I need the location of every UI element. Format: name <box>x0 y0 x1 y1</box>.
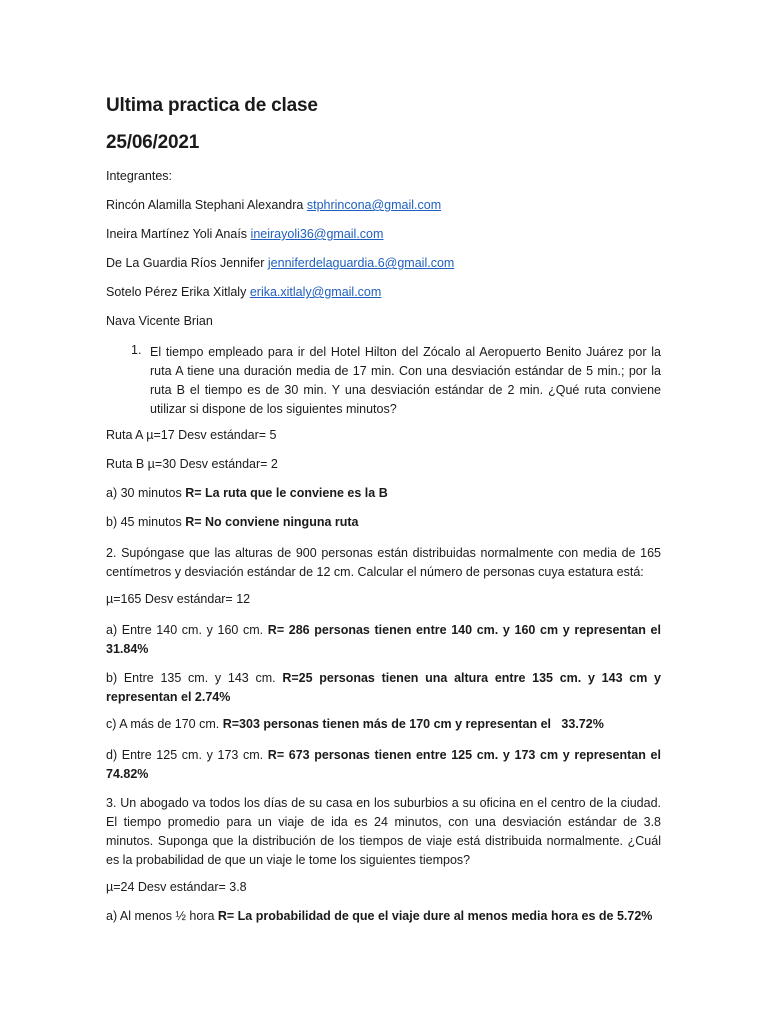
q2-statement: 2. Supóngase que las alturas de 900 personas están distribuidas normalmente con media de 165 centímetros y desviación estándar de 12 cm. Calcular el número de personas cuya estatura está: <box>106 546 661 579</box>
answer-text: R=303 personas tienen más de 170 cm y representan el 33.72% <box>222 717 604 731</box>
q1-statement: El tiempo empleado para ir del Hotel Hilton del Zócalo al Aeropuerto Benito Juárez por la ruta A tiene una duración media de 17 min. Con una desviación estándar de 5 min.; por la ruta B el tiempo es de 30 min. Y una desviación estándar de 2 min. ¿Qué ruta conviene utilizar si dispone de los siguientes minutos? <box>150 345 661 416</box>
answer-text: R= No conviene ninguna ruta <box>185 515 359 529</box>
member-email-link[interactable]: ineirayoli36@gmail.com <box>250 227 384 241</box>
answer-text: R= 673 personas tienen entre 125 cm. y 173 cm y representan el 74.82% <box>106 748 661 781</box>
answer-text: R= 286 personas tienen entre 140 cm. y 160 cm y representan el 31.84% <box>106 623 661 656</box>
q2-answer-b: b) Entre 135 cm. y 143 cm. R=25 personas tienen una altura entre 135 cm. y 143 cm y representan el 2.74% <box>106 671 661 704</box>
member-3 <box>106 256 454 270</box>
q2-answer-c: c) A más de 170 cm. R=303 personas tienen más de 170 cm y representan el 33.72% <box>106 717 604 731</box>
q2-answer-d: d) Entre 125 cm. y 173 cm. R= 673 personas tienen entre 125 cm. y 173 cm y representan el 74.82% <box>106 748 661 781</box>
q2-answer-a: a) Entre 140 cm. y 160 cm. R= 286 personas tienen entre 140 cm. y 160 cm y representan el 31.84% <box>106 623 661 656</box>
q1-number: 1. <box>131 343 142 357</box>
q2-params: µ=165 Desv estándar= 12 <box>106 592 251 606</box>
member-5 <box>106 314 213 328</box>
member-name: De La Guardia Ríos Jennifer <box>106 256 265 270</box>
member-email-link[interactable]: erika.xitlaly@gmail.com <box>249 285 382 299</box>
q3-answer-a: a) Al menos ½ hora R= La probabilidad de que el viaje dure al menos media hora es de 5.72% <box>106 909 653 923</box>
member-name: Rincón Alamilla Stephani Alexandra <box>106 198 304 212</box>
answer-text: R= La ruta que le conviene es la B <box>185 486 388 500</box>
members-label: Integrantes: <box>106 169 173 183</box>
member-email-link[interactable]: stphrincona@gmail.com <box>306 198 442 212</box>
member-name: Nava Vicente Brian <box>106 314 213 328</box>
member-name: Ineira Martínez Yoli Anaís <box>106 227 248 241</box>
member-name: Sotelo Pérez Erika Xitlaly <box>106 285 247 299</box>
answer-text: R=25 personas tienen una altura entre 135 cm. y 143 cm y representan el 2.74% <box>106 671 661 704</box>
doc-date: 25/06/2021 <box>106 132 200 153</box>
q3-params: µ=24 Desv estándar= 3.8 <box>106 880 247 894</box>
member-1 <box>106 198 441 212</box>
q1-route-a: Ruta A µ=17 Desv estándar= 5 <box>106 428 277 442</box>
q1-answer-a: a) 30 minutos R= La ruta que le conviene es la B <box>106 486 388 500</box>
q1-route-b: Ruta B µ=30 Desv estándar= 2 <box>106 457 278 471</box>
q3-statement: 3. Un abogado va todos los días de su casa en los suburbios a su oficina en el centro de la ciudad. El tiempo promedio para un viaje de ida es 24 minutos, con una desviación estándar de 3.8 minutos. Suponga que la distribución de los tiempos de viaje está distribuida normalmente. ¿Cuál es la probabilidad de que un viaje le tome los siguientes tiempos? <box>106 796 661 867</box>
member-email-link[interactable]: jenniferdelaguardia.6@gmail.com <box>267 256 455 270</box>
q1-answer-b: b) 45 minutos R= No conviene ninguna ruta <box>106 515 359 529</box>
doc-title: Ultima practica de clase <box>106 95 318 116</box>
member-2 <box>106 227 383 241</box>
answer-text: R= La probabilidad de que el viaje dure al menos media hora es de 5.72% <box>217 909 653 923</box>
member-4 <box>106 285 381 299</box>
